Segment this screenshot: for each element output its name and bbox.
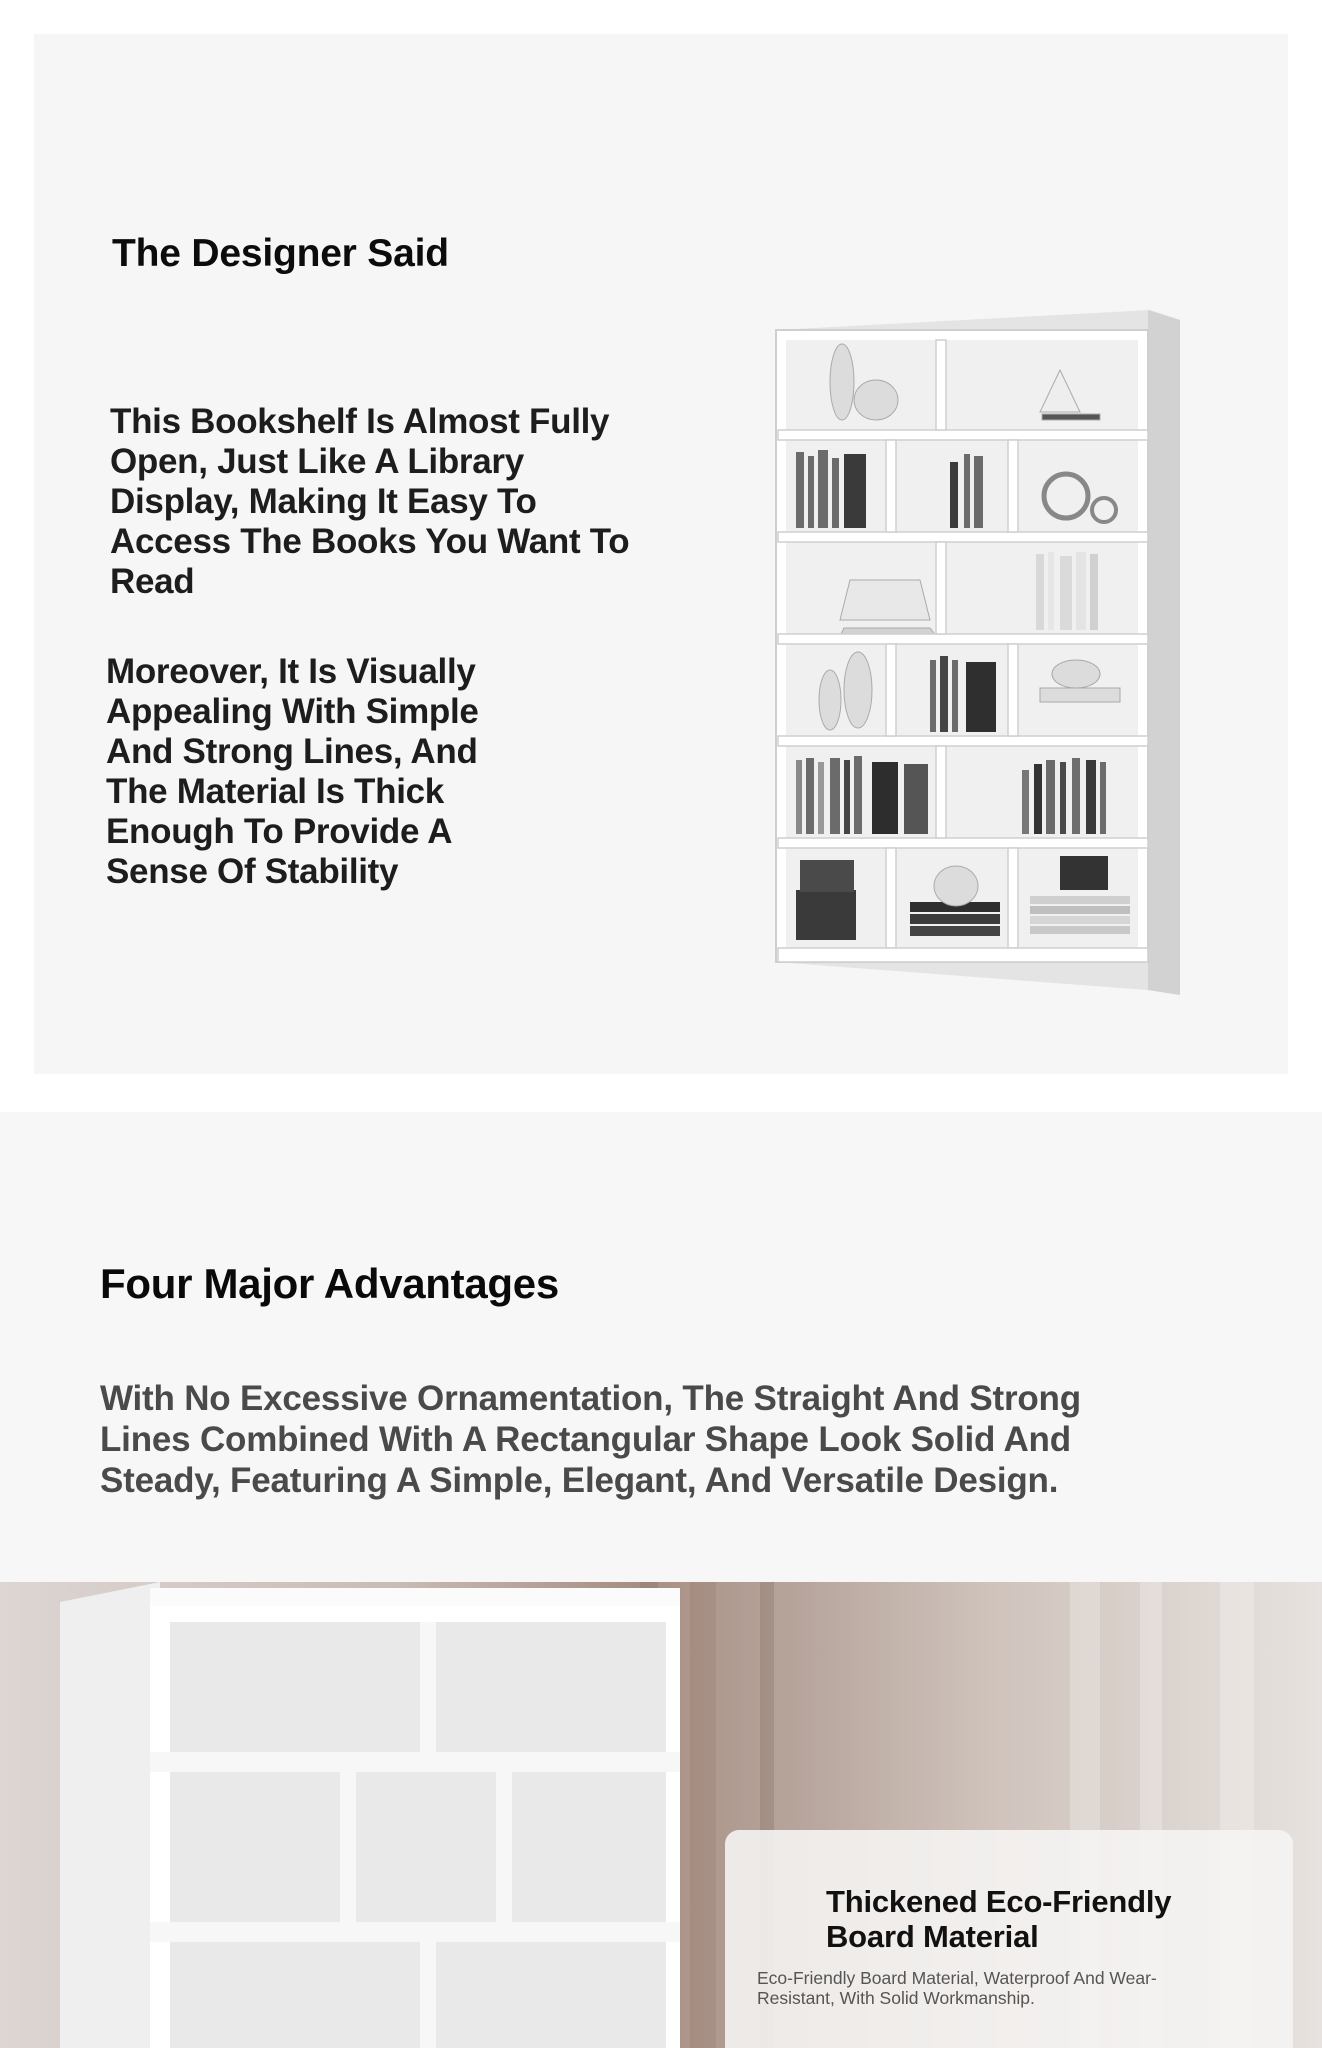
feature-description: Eco-Friendly Board Material, Waterproof And Wear-Resistant, With Solid Workmanship. xyxy=(757,1968,1157,2008)
advantages-band xyxy=(0,1112,1322,1582)
feature-title: Thickened Eco-Friendly Board Material xyxy=(826,1884,1172,1954)
bookshelf-image xyxy=(760,290,1190,1010)
designer-paragraph-2: Moreover, It Is Visually Appealing With Simple And Strong Lines, And The Material Is Thick Enough To Provide A Sense Of Stability xyxy=(106,652,479,891)
advantages-body: With No Excessive Ornamentation, The Straight And Strong Lines Combined With A Rectangular Shape Look Solid And Steady, Featuring A Simple, Elegant, And Versatile Design. xyxy=(100,1379,1081,1500)
advantages-title: Four Major Advantages xyxy=(100,1260,559,1307)
designer-paragraph-1: This Bookshelf Is Almost Fully Open, Just Like A Library Display, Making It Easy To Access The Books You Want To Read xyxy=(110,402,630,601)
designer-title: The Designer Said xyxy=(112,232,449,275)
